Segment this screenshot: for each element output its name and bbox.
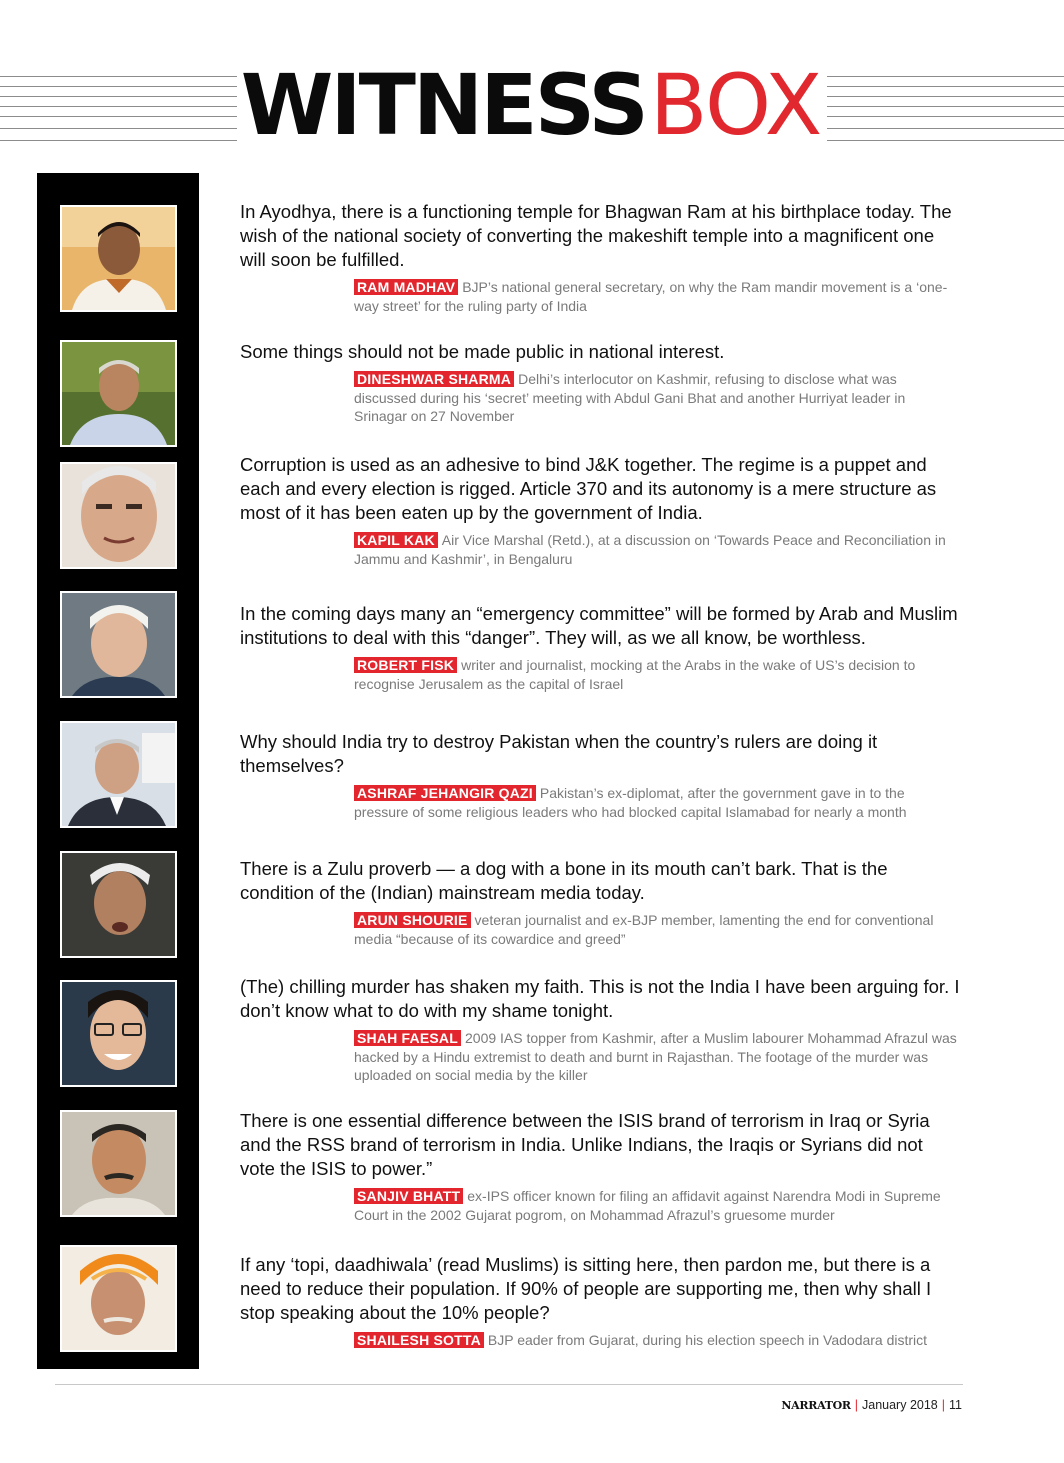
quote-text: There is a Zulu proverb — a dog with a bone in its mouth can’t bark. That is the condition of the (Indian) mainstream media today. (240, 858, 888, 903)
speaker-name-badge: RAM MADHAV (354, 279, 458, 295)
attribution (354, 1331, 960, 1350)
quote-entry (240, 730, 960, 821)
portrait-photo (60, 205, 177, 312)
page-number: 11 (949, 1398, 962, 1412)
speaker-name-badge: ASHRAF JEHANGIR QAZI (354, 785, 536, 801)
portrait-man-speaking-icon (62, 853, 175, 956)
portrait-man-smiling-orange-backdrop-icon (62, 207, 175, 310)
speaker-name-badge: SANJIV BHATT (354, 1188, 463, 1204)
attribution (354, 1187, 960, 1224)
speaker-description: Delhi’s interlocutor on Kashmir, refusing to disclose what was discussed during his ‘secret’ meeting with Abdul Gani Bhat and another Hurriyat leader in Srinagar on 27 November (354, 371, 906, 424)
page-footer (781, 1398, 962, 1412)
attribution (354, 531, 960, 568)
footer-rule (55, 1384, 963, 1385)
portrait-photo (60, 591, 177, 698)
speaker-name-badge: ARUN SHOURIE (354, 912, 471, 928)
quote-entry (240, 453, 960, 568)
speaker-description: Air Vice Marshal (Retd.), at a discussion on ‘Towards Peace and Reconciliation in Jammu and Kashmir’, in Bengaluru (354, 532, 946, 567)
portrait-man-saffron-turban-icon (62, 1247, 175, 1350)
portrait-man-white-hair-icon (62, 593, 175, 696)
attribution (354, 370, 960, 426)
title-light: BOX (650, 56, 827, 154)
quote-entry (240, 975, 960, 1085)
quote-entry (240, 340, 960, 426)
speaker-description: veteran journalist and ex-BJP member, lamenting the end for conventional media “because of its cowardice and greed” (354, 912, 934, 947)
page-title (0, 56, 1064, 154)
portrait-photo (60, 340, 177, 447)
quote-text: There is one essential difference between the ISIS brand of terrorism in Iraq or Syria and the RSS brand of terrorism in India. Unlike Indians, the Iraqis or Syrians did not vote the ISIS to power.” (240, 1110, 930, 1179)
speaker-description: 2009 IAS topper from Kashmir, after a Muslim labourer Mohammad Afrazul was hacked by a Hindu extremist to death and burnt in Rajasthan. The footage of the murder was uploaded on social media by the killer (354, 1030, 957, 1083)
portrait-man-close-up-icon (62, 464, 175, 567)
attribution (354, 278, 960, 315)
portrait-man-moustache-icon (62, 1112, 175, 1215)
quote-entry (240, 857, 960, 948)
quote-entry (240, 1109, 960, 1224)
speaker-description: writer and journalist, mocking at the Arabs in the wake of US’s decision to recognise Jerusalem as the capital of Israel (354, 657, 916, 692)
title-bold: WITNESS (237, 56, 650, 154)
portrait-man-suit-at-event-icon (62, 723, 175, 826)
quote-text: Why should India try to destroy Pakistan when the country’s rulers are doing it themselves? (240, 731, 878, 776)
quote-entry (240, 602, 960, 693)
speaker-description: Pakistan’s ex-diplomat, after the government gave in to the pressure of some religious leaders who had blocked capital Islamabad for nearly a month (354, 785, 907, 820)
speaker-description: BJP eader from Gujarat, during his election speech in Vadodara district (487, 1332, 928, 1348)
quote-text: Some things should not be made public in national interest. (240, 341, 725, 362)
attribution (354, 656, 960, 693)
portrait-young-man-glasses-smiling-icon (62, 982, 175, 1085)
portrait-photo (60, 462, 177, 569)
magazine-logo: NARRATOR (781, 1399, 851, 1412)
portrait-man-grey-hair-outdoors-icon (62, 342, 175, 445)
quote-text: If any ‘topi, daadhiwala’ (read Muslims) is sitting here, then pardon me, but there is a need to reduce their population. If 90% of people are supporting me, then why shall I stop speaking about the 10% people? (240, 1254, 932, 1323)
footer-separator: | (941, 1398, 946, 1412)
attribution (354, 911, 960, 948)
quote-entry (240, 200, 960, 315)
quote-text: (The) chilling murder has shaken my faith. This is not the India I have been arguing for. I don’t know what to do with my shame tonight. (240, 976, 960, 1021)
issue-date: January 2018 (862, 1398, 938, 1412)
portrait-photo (60, 1245, 177, 1352)
quote-text: In Ayodhya, there is a functioning temple for Bhagwan Ram at his birthplace today. The wish of the national society of converting the makeshift temple into a magnificent one will soon be fulfilled. (240, 201, 952, 270)
portrait-photo (60, 851, 177, 958)
quote-text: Corruption is used as an adhesive to bind J&K together. The regime is a puppet and each and every election is rigged. Article 370 and its autonomy is a mere structure as most of it has been eaten up by the government of India. (240, 454, 937, 523)
portrait-photo (60, 980, 177, 1087)
speaker-name-badge: SHAH FAESAL (354, 1030, 461, 1046)
speaker-description: BJP’s national general secretary, on why the Ram mandir movement is a ‘one-way street’ for the ruling party of India (354, 279, 948, 314)
speaker-name-badge: KAPIL KAK (354, 532, 438, 548)
portrait-photo (60, 1110, 177, 1217)
quote-entry (240, 1253, 960, 1350)
speaker-name-badge: DINESHWAR SHARMA (354, 371, 514, 387)
speaker-description: ex-IPS officer known for filing an affidavit against Narendra Modi in Supreme Court in the 2002 Gujarat pogrom, on Mohammad Afrazul’s gruesome murder (354, 1188, 941, 1223)
quote-text: In the coming days many an “emergency committee” will be formed by Arab and Muslim institutions to deal with this “danger”. They will, as we all know, be worthless. (240, 603, 958, 648)
footer-separator: | (854, 1398, 858, 1412)
portrait-photo (60, 721, 177, 828)
attribution (354, 784, 960, 821)
speaker-name-badge: ROBERT FISK (354, 657, 457, 673)
attribution (354, 1029, 960, 1085)
speaker-name-badge: SHAILESH SOTTA (354, 1332, 484, 1348)
